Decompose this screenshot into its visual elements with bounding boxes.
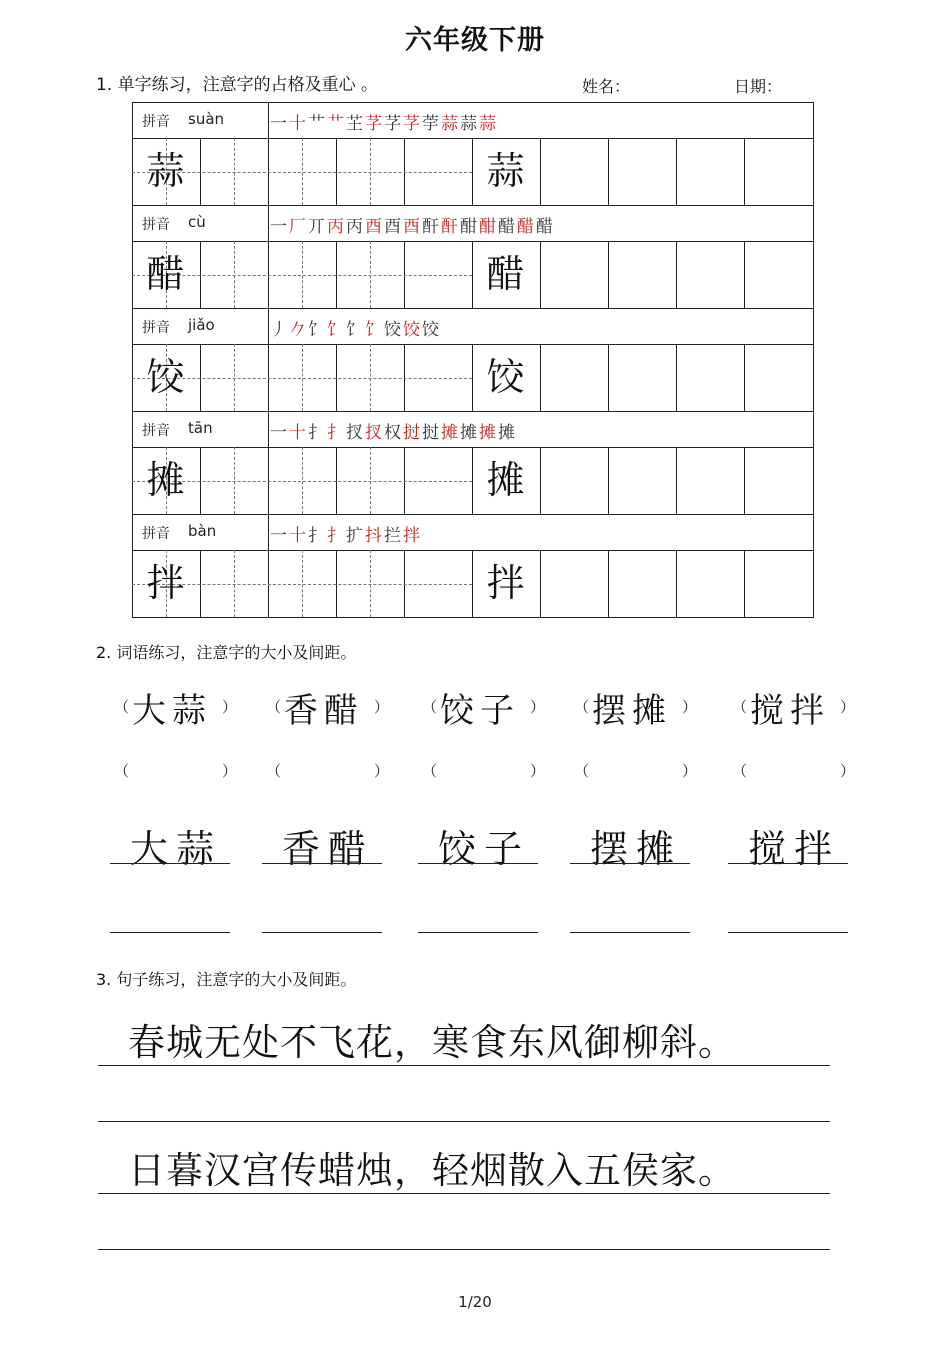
stroke-step: 饣 [346,320,365,340]
stroke-step: 饣 [365,320,384,340]
stroke-step: 扩 [346,526,365,546]
model-character: 饺 [146,355,185,399]
stroke-step: 扌 [308,423,327,443]
cell-border [676,344,677,411]
stroke-step: 一 [270,114,289,134]
word-hanzi: 搅拌 [750,691,830,731]
pinyin-divider [268,205,269,241]
stroke-order-sequence [270,109,498,134]
paren-close: ） [222,698,238,716]
word-hanzi: 香醋 [284,691,364,731]
stroke-step: 酣 [460,217,479,237]
stroke-step: 扠 [365,423,384,443]
stroke-step: 蒜 [479,114,498,134]
pinyin-value: bàn [188,522,217,540]
word-writing-line-blank [570,932,690,933]
word-hanzi-underlined: 香醋 [282,827,375,871]
paren-close-empty: ） [530,762,546,780]
paren-close-empty: ） [840,762,856,780]
paren-open: （ [114,698,130,716]
model-character: 摊 [146,458,185,502]
paren-close: ） [682,698,698,716]
cell-border [744,344,745,411]
page-number: 1/20 [458,1293,492,1311]
pinyin-value: jiǎo [188,316,215,334]
model-character: 醋 [146,252,185,296]
word-hanzi-underlined: 搅拌 [748,827,841,871]
model-character-copy: 醋 [486,252,525,296]
cell-border [608,241,609,308]
stroke-step: 酉 [365,217,384,237]
paren-open: （ [422,698,438,716]
stroke-order-sequence [270,418,517,443]
page-title: 六年级下册 [405,25,545,56]
cell-border [744,447,745,514]
stroke-step: 丙 [327,217,346,237]
cell-border [676,138,677,205]
stroke-step: 摊 [498,423,517,443]
stroke-step: 荢 [422,114,441,134]
sentence-writing-line [98,1065,830,1066]
stroke-step: 抖 [365,526,384,546]
paren-close: ） [530,698,546,716]
cell-border [608,447,609,514]
word-writing-line-blank [262,932,382,933]
paren-open-empty: （ [114,762,130,780]
stroke-step: 醋 [498,217,517,237]
cell-border [608,344,609,411]
cell-border [676,550,677,617]
model-character-copy: 蒜 [486,149,525,193]
model-character: 蒜 [146,149,185,193]
pinyin-label: 拼音 [142,526,170,542]
word-hanzi: 大蒜 [132,691,212,731]
pinyin-label: 拼音 [142,423,170,439]
pinyin-divider [268,514,269,550]
stroke-step: 饣 [327,320,346,340]
pinyin-divider [268,411,269,447]
sentence-hanzi: 春城无处不飞花，寒食东风御柳斜。 [128,1021,736,1064]
character-practice-grid [132,102,813,617]
paren-open: （ [732,698,748,716]
pinyin-label: 拼音 [142,114,170,130]
cell-border [676,241,677,308]
paren-close-empty: ） [374,762,390,780]
word-hanzi: 摆摊 [592,691,672,731]
cell-border [540,241,541,308]
paren-close: ） [840,698,856,716]
paren-close-empty: ） [222,762,238,780]
pinyin-label: 拼音 [142,217,170,233]
stroke-step: 拦 [384,526,403,546]
pinyin-value: tān [188,419,213,437]
cell-border [540,447,541,514]
stroke-step: 饺 [403,320,422,340]
cell-border [744,241,745,308]
stroke-step: 酉 [384,217,403,237]
date-label: 日期： [734,77,783,96]
sentence-writing-line [98,1193,830,1194]
stroke-step: 厂 [289,217,308,237]
cell-border [744,138,745,205]
paren-open-empty: （ [574,762,590,780]
cell-border [744,550,745,617]
stroke-step: 芓 [365,114,384,134]
grid-border-bottom [132,617,813,618]
cell-border [676,447,677,514]
stroke-step: 芓 [384,114,403,134]
stroke-step: 丌 [308,217,327,237]
stroke-step: 扌 [327,526,346,546]
stroke-step: 𠂊 [289,320,308,340]
stroke-step: 丿 [270,320,289,340]
sentence-writing-line-blank [98,1249,830,1250]
word-writing-line-blank [728,932,848,933]
stroke-step: 挝 [422,423,441,443]
stroke-step: 饺 [384,320,403,340]
cell-border [540,344,541,411]
section-1-label: 1. 单字练习，注意字的占格及重心 。 [96,75,379,95]
stroke-step: 十 [289,114,308,134]
stroke-step: 酐 [441,217,460,237]
row-separator [132,205,813,206]
stroke-step: 艹 [308,114,327,134]
sentence-hanzi: 日暮汉宫传蜡烛，轻烟散入五侯家。 [128,1149,736,1192]
pinyin-divider [268,308,269,344]
stroke-step: 摊 [460,423,479,443]
row-separator [132,514,813,515]
pinyin-divider [268,102,269,138]
model-character: 拌 [146,561,185,605]
stroke-step: 蒜 [441,114,460,134]
paren-open: （ [266,698,282,716]
stroke-step: 酉 [403,217,422,237]
paren-open-empty: （ [266,762,282,780]
name-label: 姓名： [582,77,631,96]
pinyin-value: suàn [188,110,225,128]
stroke-order-sequence [270,521,422,546]
word-hanzi-underlined: 摆摊 [590,827,683,871]
stroke-step: 醋 [517,217,536,237]
stroke-step: 扌 [308,526,327,546]
stroke-step: 一 [270,423,289,443]
stroke-step: 酣 [479,217,498,237]
word-hanzi: 饺子 [440,691,520,731]
pinyin-value: cù [188,213,206,231]
stroke-step: 饺 [422,320,441,340]
pinyin-label: 拼音 [142,320,170,336]
stroke-step: 权 [384,423,403,443]
stroke-step: 摊 [479,423,498,443]
stroke-step: 醋 [536,217,555,237]
word-writing-line [570,863,690,864]
stroke-step: 一 [270,217,289,237]
paren-open-empty: （ [732,762,748,780]
stroke-step: 一 [270,526,289,546]
cell-border [608,138,609,205]
word-writing-line [418,863,538,864]
stroke-order-sequence [270,212,555,237]
word-writing-line-blank [418,932,538,933]
grid-border-top [132,102,813,103]
word-hanzi-underlined: 饺子 [438,827,531,871]
stroke-order-sequence [270,315,441,340]
sentence-writing-line-blank [98,1121,830,1122]
word-writing-line-blank [110,932,230,933]
cell-border [540,550,541,617]
stroke-step: 拌 [403,526,422,546]
model-character-copy: 拌 [486,561,525,605]
stroke-step: 挝 [403,423,422,443]
stroke-step: 十 [289,526,308,546]
stroke-step: 扌 [327,423,346,443]
section-3-label: 3. 句子练习，注意字的大小及间距。 [96,970,357,989]
stroke-step: 艹 [327,114,346,134]
cell-border [540,138,541,205]
word-writing-line [728,863,848,864]
word-hanzi-underlined: 大蒜 [130,827,223,871]
word-writing-line [110,863,230,864]
section-2-label: 2. 词语练习，注意字的大小及间距。 [96,643,357,662]
stroke-step: 摊 [441,423,460,443]
stroke-step: 饣 [308,320,327,340]
stroke-step: 扠 [346,423,365,443]
stroke-step: 丙 [346,217,365,237]
row-separator [132,411,813,412]
word-writing-line [262,863,382,864]
stroke-step: 芓 [403,114,422,134]
row-separator [132,308,813,309]
model-character-copy: 摊 [486,458,525,502]
paren-close: ） [374,698,390,716]
cell-border [608,550,609,617]
stroke-step: 酐 [422,217,441,237]
paren-open: （ [574,698,590,716]
stroke-step: 蒜 [460,114,479,134]
paren-close-empty: ） [682,762,698,780]
grid-border-right [813,102,814,618]
paren-open-empty: （ [422,762,438,780]
stroke-step: 芏 [346,114,365,134]
stroke-step: 十 [289,423,308,443]
model-character-copy: 饺 [486,355,525,399]
